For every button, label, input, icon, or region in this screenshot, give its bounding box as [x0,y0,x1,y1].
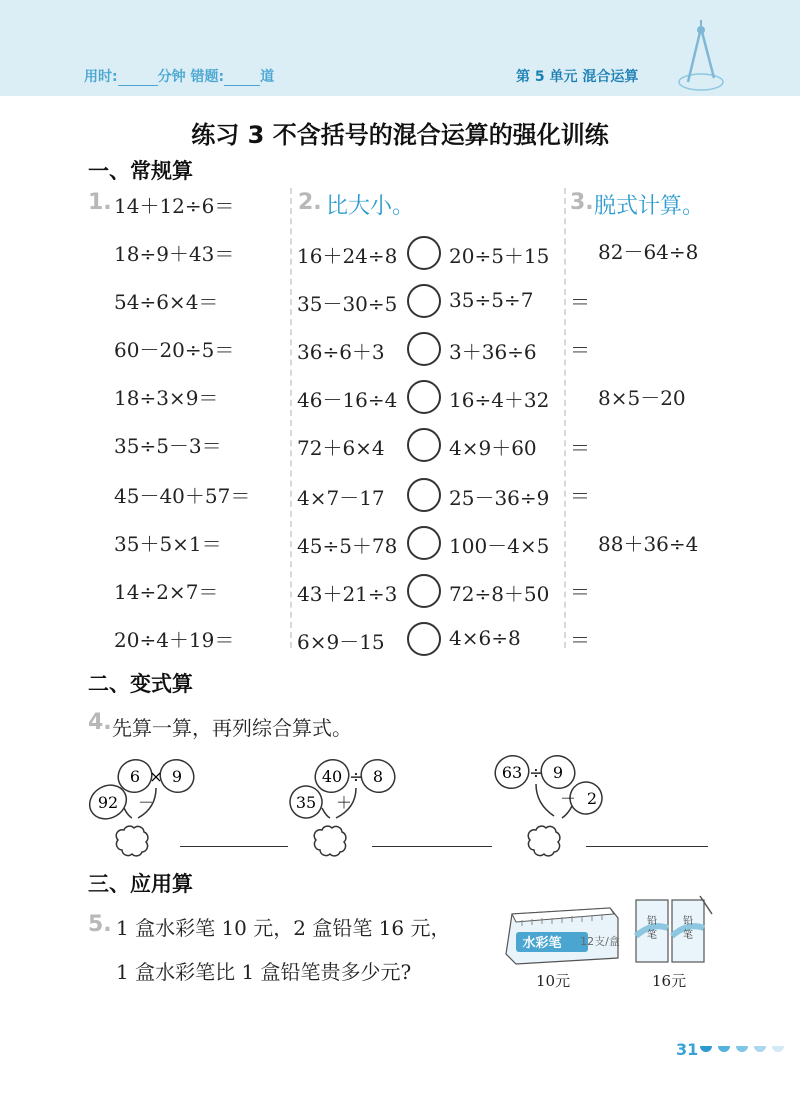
q4-d2-b: 8 [372,767,384,786]
q4-d1-op2: － [137,793,155,812]
q2-compare-circle[interactable] [407,526,441,560]
q2-left-expression: 43＋21÷3 [297,582,398,606]
watercolor-tag: 12支/盒 [580,935,620,948]
q2-compare-circle[interactable] [407,574,441,608]
q3-equals: ＝ [570,290,590,314]
q2-left-expression: 45÷5＋78 [297,534,398,558]
time-spent-field [84,66,274,86]
errors-blank[interactable] [224,73,260,86]
compass-icon [676,20,726,100]
q2-title: 比大小。 [326,194,415,219]
q1-expression: 35＋5×1＝ [114,532,222,556]
q2-right-expression: 25－36÷9 [449,486,550,510]
q4-answer-line-3[interactable] [586,846,708,847]
q2-number: 2. [298,190,322,215]
q2-compare-circle[interactable] [407,380,441,414]
q4-d3-b: 9 [552,763,564,782]
q5-number: 5. [88,912,112,937]
watercolor-price: 10元 [536,972,571,990]
q4-answer-line-1[interactable] [180,846,288,847]
q2-compare-circle[interactable] [407,622,441,656]
q1-expression: 14÷2×7＝ [114,580,219,604]
q3-problem-3: 88＋36÷4 [598,532,699,556]
q2-compare-circle[interactable] [407,478,441,512]
q3-problem-2: 8×5－20 [598,386,686,410]
item-label: 道 [260,69,275,85]
pencil-label-a: 铅 [647,916,657,927]
q4-d1-c: 92 [97,793,119,812]
q2-right-expression: 4×6÷8 [449,626,521,650]
q2-compare-circle[interactable] [407,236,441,270]
watercolor-name: 水彩笔 [522,936,562,951]
q1-expression: 60－20÷5＝ [114,338,235,362]
minute-label: 分钟 [157,69,186,85]
q1-expression: 18÷3×9＝ [114,386,219,410]
errors-label: 错题: [190,69,225,85]
q4-diagram-3 [484,748,704,858]
pencil-label-a: 铅 [683,916,693,927]
q2-compare-circle[interactable] [407,284,441,318]
q1-expression: 18÷9＋43＝ [114,242,235,266]
q4-d3-c: 2 [586,789,598,808]
q4-d1-op1: × [149,767,163,786]
q2-compare-circle[interactable] [407,332,441,366]
q2-left-expression: 35－30÷5 [297,292,398,316]
q4-answer-line-2[interactable] [372,846,492,847]
q4-diagram-1 [80,748,300,858]
pencil-label-b: 笔 [647,930,657,941]
q2-right-expression: 4×9＋60 [449,436,537,460]
q3-problem-1: 82－64÷8 [598,240,699,264]
column-divider-right [564,188,566,648]
watercolor-pen-box [502,906,622,968]
page-number: 31 [676,1040,699,1059]
q3-equals: ＝ [570,436,590,460]
q2-left-expression: 4×7－17 [297,486,385,510]
q2-compare-circle[interactable] [407,428,441,462]
q4-number: 4. [88,710,112,735]
q3-title: 脱式计算。 [594,194,705,219]
q4-d2-c: 35 [295,793,317,812]
q2-left-expression: 6×9－15 [297,630,385,654]
q3-number: 3. [570,190,594,215]
q2-right-expression: 3＋36÷6 [449,340,537,364]
q1-expression: 45－40＋57＝ [114,484,251,508]
q4-d3-a: 63 [501,763,523,782]
q4-d3-op2: － [559,789,577,808]
q4-d2-op2: ＋ [335,793,353,812]
q1-expression: 35÷5－3＝ [114,434,222,458]
q4-diagram-2 [282,748,502,858]
q2-left-expression: 36÷6＋3 [297,340,385,364]
q2-left-expression: 46－16÷4 [297,388,398,412]
unit-label: 第 5 单元 混合运算 [516,69,639,85]
q1-expression: 20÷4＋19＝ [114,628,235,652]
q3-equals: ＝ [570,338,590,362]
q3-equals: ＝ [570,484,590,508]
section-two-heading: 二、变式算 [88,672,193,696]
q1-expression: 14＋12÷6＝ [114,194,235,218]
q2-left-expression: 72＋6×4 [297,436,385,460]
q3-equals: ＝ [570,580,590,604]
q2-right-expression: 100－4×5 [449,534,550,558]
q2-right-expression: 35÷5÷7 [449,288,534,312]
time-label: 用时: [84,69,118,85]
q4-d2-a: 40 [321,767,343,786]
page-dots-decoration [698,1044,790,1060]
pencil-label-b: 笔 [683,930,693,941]
q4-d3-op1: ÷ [529,763,543,782]
q4-d2-op1: ÷ [349,767,363,786]
q4-title: 先算一算，再列综合算式。 [112,716,352,740]
q4-d1-b: 9 [171,767,183,786]
pencil-price: 16元 [652,972,687,990]
q2-right-expression: 72÷8＋50 [449,582,550,606]
q2-right-expression: 20÷5＋15 [449,244,550,268]
q1-number: 1. [88,190,112,215]
q5-line-1: 1 盒水彩笔 10 元，2 盒铅笔 16 元， [116,916,451,940]
page-title: 练习 3 不含括号的混合运算的强化训练 [191,121,609,149]
time-blank[interactable] [118,73,158,86]
q4-d1-a: 6 [129,767,141,786]
pencil-boxes [630,894,720,966]
q1-expression: 54÷6×4＝ [114,290,219,314]
section-three-heading: 三、应用算 [88,872,193,896]
q3-equals: ＝ [570,628,590,652]
q2-right-expression: 16÷4＋32 [449,388,550,412]
q2-left-expression: 16＋24÷8 [297,244,398,268]
section-one-heading: 一、常规算 [88,159,193,183]
column-divider-left [290,188,292,648]
q5-line-2: 1 盒水彩笔比 1 盒铅笔贵多少元? [116,960,412,984]
